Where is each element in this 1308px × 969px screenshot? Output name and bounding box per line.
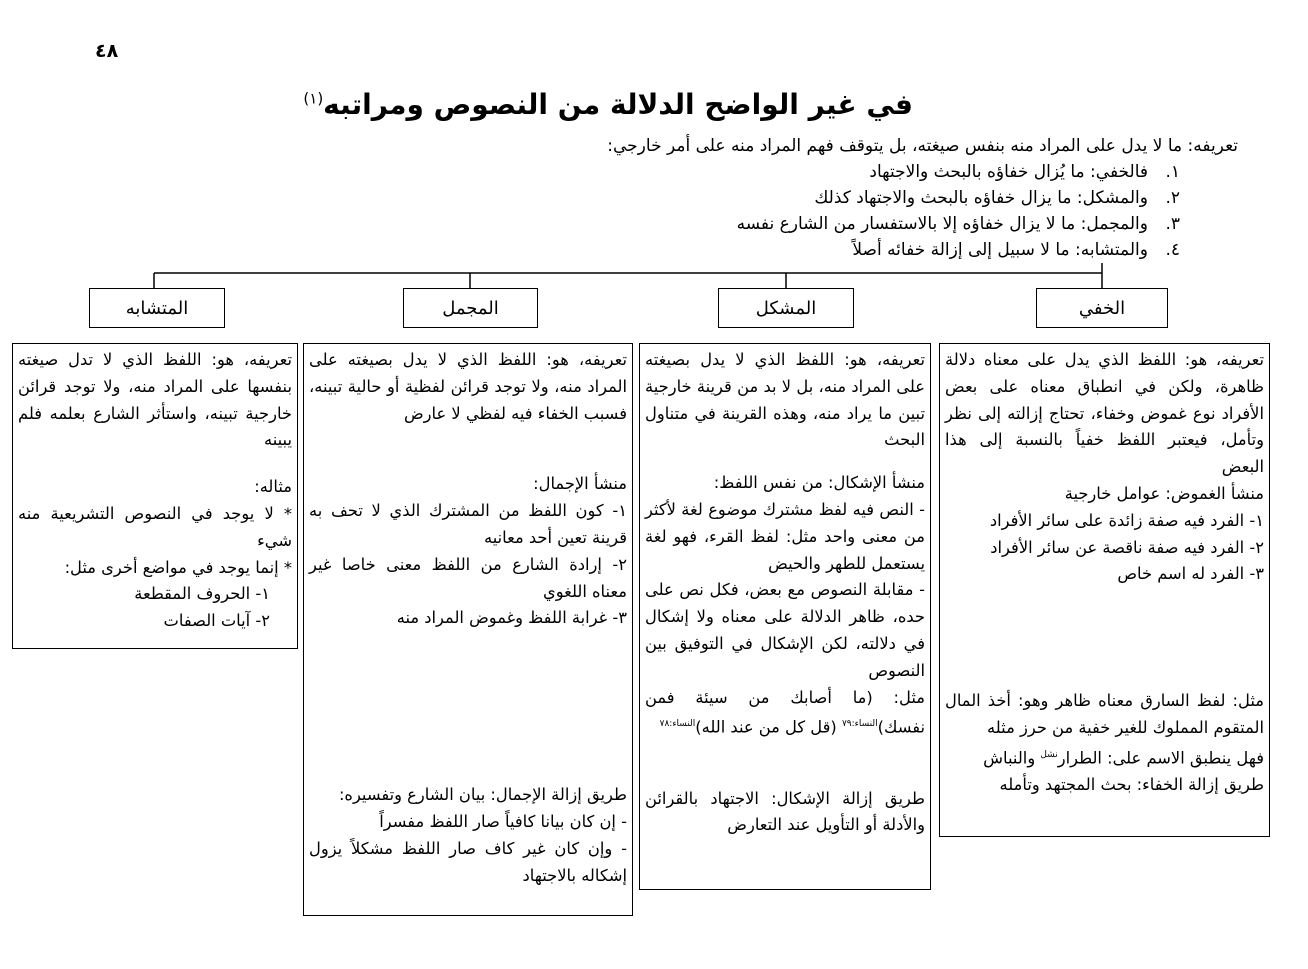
spacer	[309, 632, 627, 782]
mushkil-origin-item: - النص فيه لفظ مشترك موضوع لغة لأكثر من معنى واحد مثل: لفظ القرء، فهو لغة يستعمل للطهر والحيض	[645, 499, 925, 573]
mutashabih-column	[12, 343, 298, 649]
category-box-mutashabih: المتشابه	[89, 288, 225, 328]
intro-item-number: ١.	[1165, 162, 1180, 182]
intro-item-number: ٤.	[1165, 240, 1180, 260]
mushkil-definition: تعريفه، هو: اللفظ الذي لا يدل بصيغته على المراد منه، بل لا بد من قرينة خارجية تبين ما يراد منه، وهذه القرينة في متناول البحث	[645, 350, 925, 450]
category-box-mujmal: المجمل	[403, 288, 538, 328]
mushkil-origin-item: - مقابلة النصوص مع بعض، فكل نص على حده، ظاهر الدلالة على معناه ولا إشكال في دلالته، لكن الإشكال في التوفيق بين النصوص	[645, 580, 925, 680]
khafi-question-note: نشل	[1040, 749, 1058, 760]
mushkil-column	[639, 343, 931, 890]
mujmal-origin-item: ٢- إرادة الشارع من اللفظ معنى خاصا غير معناه اللغوي	[309, 554, 627, 601]
khafi-question	[945, 742, 1264, 772]
intro-item-text: والمجمل: ما لا يزال خفاؤه إلا بالاستفسار من الشارع نفسه	[736, 214, 1148, 234]
khafi-example: مثل: لفظ السارق معناه ظاهر وهو: أخذ المال المتقوم المملوك للغير خفية من حرز مثله	[945, 691, 1264, 737]
khafi-origin-item: ٢- الفرد فيه صفة ناقصة عن سائر الأفراد	[990, 537, 1264, 557]
mujmal-removal-heading: طريق إزالة الإجمال: بيان الشارع وتفسيره:	[338, 785, 627, 805]
mutashabih-example-heading: مثاله:	[254, 477, 292, 497]
intro-definition: تعريفه: ما لا يدل على المراد منه بنفس صيغته، بل يتوقف فهم المراد منه على أمر خارجي:	[607, 136, 1238, 156]
mushkil-example	[645, 685, 925, 742]
mujmal-removal-item: - إن كان بيانا كافياً صار اللفظ مفسراً	[379, 811, 627, 831]
mujmal-removal-item: - وإن كان غير كاف صار اللفظ مشكلاً يزول إشكاله بالاجتهاد	[309, 838, 627, 885]
khafi-column	[939, 343, 1270, 837]
intro-item-number: ٢.	[1165, 188, 1180, 208]
khafi-origin-item: ٣- الفرد له اسم خاص	[1117, 564, 1264, 584]
mutashabih-definition: تعريفه، هو: اللفظ الذي لا تدل صيغته بنفسها على المراد منه، ولا توجد قرائن خارجية تبينه، واستأثر الشارع بعلمه فلم يبينه	[18, 350, 292, 450]
khafi-question-text: فهل ينطبق الاسم على: الطرار	[1057, 748, 1264, 768]
mushkil-example-verse-2: (قل كل من عند الله)	[695, 717, 842, 737]
khafi-removal: طريق إزالة الخفاء: بحث المجتهد وتأمله	[999, 774, 1264, 794]
mushkil-ref-1: النساء:٧٩	[841, 719, 878, 730]
title-footnote-marker: (١)	[303, 89, 324, 108]
mujmal-origin-item: ٣- غرابة اللفظ وغموض المراد منه	[396, 608, 627, 628]
mujmal-definition: تعريفه، هو: اللفظ الذي لا يدل بصيغته على المراد منه، ولا توجد قرائن لفظية أو حالية تبينه، فسبب الخفاء فيه لفظي لا عارض	[309, 350, 627, 423]
category-box-mushkil: المشكل	[718, 288, 854, 328]
mujmal-column	[303, 343, 633, 916]
intro-item-text: فالخفي: ما يُزال خفاؤه بالبحث والاجتهاد	[869, 162, 1148, 182]
intro-item-number: ٣.	[1165, 214, 1180, 234]
mushkil-example-verse-1: مثل: (ما أصابك من سيئة فمن نفسك)	[645, 687, 925, 737]
khafi-origin-item: ١- الفرد فيه صفة زائدة على سائر الأفراد	[989, 510, 1264, 530]
spacer	[645, 742, 925, 786]
spacer	[309, 427, 627, 471]
mushkil-ref-2: النساء:٧٨	[659, 719, 696, 730]
spacer	[945, 588, 1264, 688]
title-text: في غير الواضح الدلالة من النصوص ومراتبه	[323, 88, 913, 121]
mutashabih-sub-item: ١- الحروف المقطعة	[134, 584, 270, 604]
khafi-question-tail: والنباش	[983, 748, 1041, 768]
mutashabih-example-item: * إنما يوجد في مواضع أخرى مثل:	[64, 557, 292, 577]
mutashabih-example-item: * لا يوجد في النصوص التشريعية منه شيء	[18, 503, 292, 550]
page-number: ٤٨	[95, 40, 119, 62]
mujmal-origin-heading: منشأ الإجمال:	[533, 474, 627, 494]
intro-item-text: والمتشابه: ما لا سبيل إلى إزالة خفائه أصلاً	[852, 240, 1148, 260]
spacer	[645, 454, 925, 470]
mutashabih-sub-item: ٢- آيات الصفات	[163, 611, 270, 631]
mushkil-origin-heading: منشأ الإشكال: من نفس اللفظ:	[713, 473, 925, 493]
intro-item-text: والمشكل: ما يزال خفاؤه بالبحث والاجتهاد كذلك	[814, 188, 1148, 208]
khafi-origin-heading: منشأ الغموض: عوامل خارجية	[1064, 483, 1264, 503]
khafi-definition: تعريفه، هو: اللفظ الذي يدل على معناه دلالة ظاهرة، ولكن في انطباق معناه على بعض الأفراد نوع غموض وخفاء، تحتاج إزالته إلى نظر وتأمل، فيعتبر اللفظ خفياً بالنسبة إلى هذا البعض	[945, 350, 1264, 477]
spacer	[18, 454, 292, 474]
mushkil-removal: طريق إزالة الإشكال: الاجتهاد بالقرائن والأدلة أو التأويل عند التعارض	[645, 788, 925, 835]
mujmal-origin-item: ١- كون اللفظ من المشترك الذي لا تحف به قرينة تعين أحد معانيه	[309, 501, 627, 547]
category-box-khafi: الخفي	[1036, 288, 1168, 328]
